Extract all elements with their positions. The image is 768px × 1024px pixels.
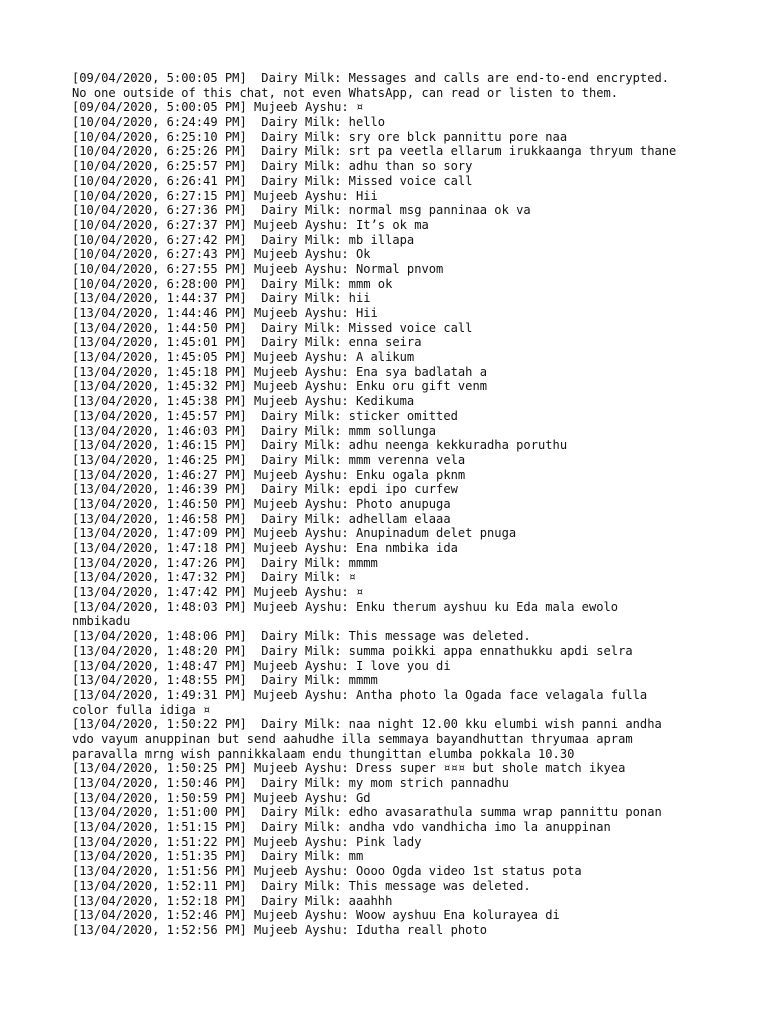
chat-line: [13/04/2020, 1:47:32 PM] Dairy Milk: ¤ — [72, 570, 356, 585]
chat-line: [13/04/2020, 1:46:50 PM] Mujeeb Ayshu: Photo anupuga — [72, 496, 451, 511]
chat-line: [13/04/2020, 1:45:57 PM] Dairy Milk: sticker omitted — [72, 408, 458, 423]
chat-line: [13/04/2020, 1:46:15 PM] Dairy Milk: adhu neenga kekkuradha poruthu — [72, 438, 568, 453]
chat-line: [13/04/2020, 1:46:03 PM] Dairy Milk: mmm sollunga — [72, 423, 437, 438]
chat-line: [13/04/2020, 1:47:18 PM] Mujeeb Ayshu: Ena nmbika ida — [72, 541, 458, 555]
chat-line: [13/04/2020, 1:49:31 PM] Mujeeb Ayshu: Antha photo la Ogada face velagala fulla — [72, 687, 648, 702]
chat-line: [13/04/2020, 1:51:00 PM] Dairy Milk: edho avasarathula summa wrap pannittu ponan — [72, 805, 662, 820]
chat-line: [10/04/2020, 6:25:26 PM] Dairy Milk: srt pa veetla ellarum irukkaanga thryum thane — [72, 144, 677, 159]
chat-line: [13/04/2020, 1:47:26 PM] Dairy Milk: mmmm — [72, 555, 378, 570]
chat-line: [13/04/2020, 1:51:22 PM] Mujeeb Ayshu: Pink lady — [72, 834, 422, 849]
chat-line: [10/04/2020, 6:28:00 PM] Dairy Milk: mmm ok — [72, 276, 393, 291]
chat-line: [13/04/2020, 1:52:18 PM] Dairy Milk: aaahhh — [72, 893, 393, 908]
chat-line: color fulla idiga ¤ — [72, 702, 211, 717]
chat-line: [13/04/2020, 1:51:56 PM] Mujeeb Ayshu: Oooo Ogda video 1st status pota — [72, 864, 582, 879]
chat-line: [13/04/2020, 1:50:59 PM] Mujeeb Ayshu: Gd — [72, 790, 371, 805]
chat-line: [13/04/2020, 1:48:55 PM] Dairy Milk: mmmm — [72, 673, 378, 688]
chat-line: [10/04/2020, 6:27:42 PM] Dairy Milk: mb illapa — [72, 232, 415, 247]
chat-line: [13/04/2020, 1:48:20 PM] Dairy Milk: summa poikki appa ennathukku apdi selra — [72, 643, 633, 658]
chat-line: [10/04/2020, 6:27:37 PM] Mujeeb Ayshu: It’s ok ma — [72, 217, 429, 232]
chat-line: [13/04/2020, 1:52:11 PM] Dairy Milk: This message was deleted. — [72, 878, 531, 893]
chat-line: paravalla mrng wish pannikkalaam endu thungittan elumba pokkala 10.30 — [72, 746, 575, 761]
chat-line: [10/04/2020, 6:27:43 PM] Mujeeb Ayshu: Ok — [72, 247, 371, 262]
chat-line: [10/04/2020, 6:24:49 PM] Dairy Milk: hello — [72, 115, 386, 130]
chat-transcript — [72, 71, 712, 938]
chat-line: [13/04/2020, 1:46:58 PM] Dairy Milk: adhellam elaaa — [72, 511, 451, 526]
chat-line: No one outside of this chat, not even WhatsApp, can read or listen to them. — [72, 85, 619, 100]
chat-line: [13/04/2020, 1:47:42 PM] Mujeeb Ayshu: ¤ — [72, 585, 364, 600]
chat-line: [13/04/2020, 1:52:46 PM] Mujeeb Ayshu: Woow ayshuu Ena kolurayea di — [72, 908, 560, 923]
chat-line: vdo vayum anuppinan but send aahudhe illa semmaya bayandhuttan thryumaa apram — [72, 731, 633, 746]
chat-line: [09/04/2020, 5:00:05 PM] Mujeeb Ayshu: ¤ — [72, 100, 364, 115]
chat-line: [13/04/2020, 1:45:01 PM] Dairy Milk: enna seira — [72, 335, 422, 350]
chat-line: [13/04/2020, 1:45:18 PM] Mujeeb Ayshu: Ena sya badlatah a — [72, 364, 488, 379]
chat-line: [13/04/2020, 1:50:46 PM] Dairy Milk: my mom strich pannadhu — [72, 776, 509, 790]
chat-line: [13/04/2020, 1:48:03 PM] Mujeeb Ayshu: Enku therum ayshuu ku Eda mala ewolo — [72, 599, 619, 614]
chat-line: [10/04/2020, 6:25:10 PM] Dairy Milk: sry ore blck pannittu pore naa — [72, 129, 568, 144]
chat-line: [13/04/2020, 1:46:27 PM] Mujeeb Ayshu: Enku ogala pknm — [72, 467, 466, 482]
chat-line: [13/04/2020, 1:45:32 PM] Mujeeb Ayshu: Enku oru gift venm — [72, 379, 488, 394]
chat-line: [13/04/2020, 1:50:25 PM] Mujeeb Ayshu: Dress super ¤¤¤ but shole match ikyea — [72, 761, 626, 776]
chat-line: [13/04/2020, 1:46:25 PM] Dairy Milk: mmm verenna vela — [72, 452, 466, 467]
chat-line: [13/04/2020, 1:51:35 PM] Dairy Milk: mm — [72, 849, 364, 864]
chat-line: [10/04/2020, 6:25:57 PM] Dairy Milk: adhu than so sory — [72, 159, 473, 174]
chat-line: [13/04/2020, 1:47:09 PM] Mujeeb Ayshu: Anupinadum delet pnuga — [72, 526, 517, 541]
chat-line: [10/04/2020, 6:26:41 PM] Dairy Milk: Missed voice call — [72, 173, 473, 188]
chat-line: [13/04/2020, 1:52:56 PM] Mujeeb Ayshu: Idutha reall photo — [72, 922, 488, 937]
chat-line: [13/04/2020, 1:48:06 PM] Dairy Milk: This message was deleted. — [72, 629, 531, 644]
chat-line: [10/04/2020, 6:27:36 PM] Dairy Milk: normal msg panninaa ok va — [72, 203, 531, 218]
chat-line: [13/04/2020, 1:44:46 PM] Mujeeb Ayshu: Hii — [72, 306, 378, 320]
chat-line: [10/04/2020, 6:27:15 PM] Mujeeb Ayshu: Hii — [72, 188, 378, 203]
chat-line: [13/04/2020, 1:50:22 PM] Dairy Milk: naa night 12.00 kku elumbi wish panni andha — [72, 717, 662, 732]
chat-line: [13/04/2020, 1:44:50 PM] Dairy Milk: Missed voice call — [72, 320, 473, 335]
chat-line: [13/04/2020, 1:48:47 PM] Mujeeb Ayshu: I love you di — [72, 658, 451, 673]
chat-line: [13/04/2020, 1:46:39 PM] Dairy Milk: epdi ipo curfew — [72, 482, 458, 497]
chat-line: [09/04/2020, 5:00:05 PM] Dairy Milk: Messages and calls are end-to-end encrypted. — [72, 71, 670, 85]
chat-line: nmbikadu — [72, 614, 131, 629]
chat-line: [13/04/2020, 1:51:15 PM] Dairy Milk: andha vdo vandhicha imo la anuppinan — [72, 820, 611, 835]
chat-line: [13/04/2020, 1:44:37 PM] Dairy Milk: hii — [72, 291, 371, 306]
chat-line: [13/04/2020, 1:45:05 PM] Mujeeb Ayshu: A alikum — [72, 350, 415, 365]
chat-line: [13/04/2020, 1:45:38 PM] Mujeeb Ayshu: Kedikuma — [72, 394, 415, 409]
chat-line: [10/04/2020, 6:27:55 PM] Mujeeb Ayshu: Normal pnvom — [72, 261, 444, 276]
